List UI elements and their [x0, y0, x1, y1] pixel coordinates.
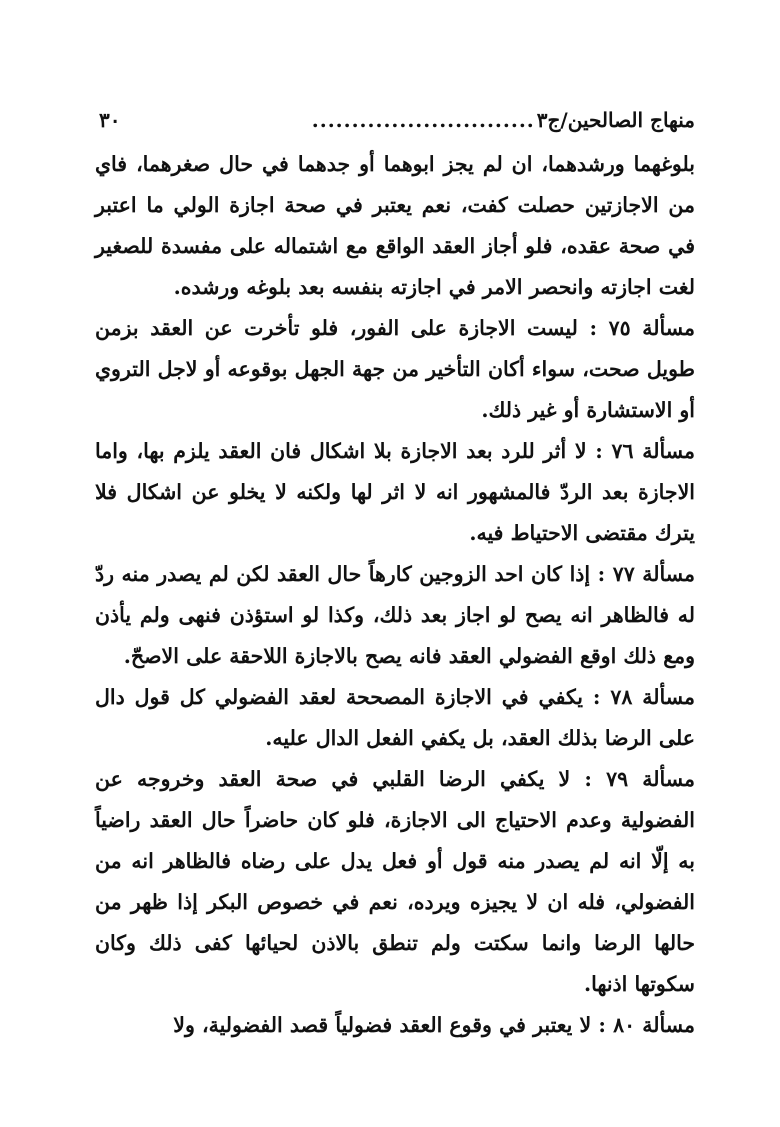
masala-label: مسألة ٧٧ :: [597, 562, 695, 586]
masala-label: مسألة ٨٠ :: [598, 1013, 695, 1037]
masala-77: [95, 554, 695, 677]
running-header: [95, 108, 695, 144]
paragraph-text: لا أثر للرد بعد الاجازة بلا اشكال فان العقد يلزم بها، واما الاجازة بعد الردّ فالمشهور انه لا اثر لها ولكنه لا يخلو عن اشكال فلا يترك مقتضى الاحتياط فيه.: [95, 439, 695, 545]
masala-79: [95, 759, 695, 1005]
paragraph-text: ليست الاجازة على الفور، فلو تأخرت عن العقد بزمن طويل صحت، سواء أكان التأخير من جهة الجهل بوقوعه أو لاجل التروي أو الاستشارة أو غير ذلك.: [95, 316, 695, 422]
masala-75: [95, 308, 695, 431]
paragraph-text: لا يكفي الرضا القلبي في صحة العقد وخروجه عن الفضولية وعدم الاحتياج الى الاجازة، فلو كان حاضراً حال العقد راضياً به إلّا انه لم يصدر منه قول أو فعل يدل على رضاه فالظاهر انه من الفضولي، فله ان لا يجيزه ويرده، نعم في خصوص البكر إذا ظهر من حالها الرضا وانما سكتت ولم تنطق بالاذن لحيائها كفى ذلك وكان سكوتها اذنها.: [95, 767, 695, 996]
masala-78: [95, 677, 695, 759]
masala-label: مسألة ٧٨ :: [592, 685, 695, 709]
page-number: ٣٠: [99, 108, 121, 132]
paragraph-text: يكفي في الاجازة المصححة لعقد الفضولي كل قول دال على الرضا بذلك العقد، بل يكفي الفعل الدال عليه.: [95, 685, 695, 750]
masala-label: مسألة ٧٦ :: [595, 439, 695, 463]
paragraph-text: لا يعتبر في وقوع العقد فضولياً قصد الفضولية، ولا: [173, 1013, 592, 1037]
masala-label: مسألة ٧٥ :: [589, 316, 695, 340]
paragraph-text: بلوغهما ورشدهما، ان لم يجز ابوهما أو جدهما في حال صغرهما، فاي من الاجازتين حصلت كفت، نعم يعتبر في صحة اجازة الولي ما اعتبر في صحة عقده، فلو أجاز العقد الواقع مع اشتماله على مفسدة للصغير لغت اجازته وانحصر الامر في اجازته بنفسه بعد بلوغه ورشده.: [95, 152, 695, 299]
paragraph-text: إذا كان احد الزوجين كارهاً حال العقد لكن لم يصدر منه ردّ له فالظاهر انه يصح لو اجاز بعد ذلك، وكذا لو استؤذن فنهى ولم يأذن ومع ذلك اوقع الفضولي العقد فانه يصح بالاجازة اللاحقة على الاصحّ.: [95, 562, 695, 668]
header-dot-leader: ............................: [311, 108, 535, 132]
masala-76: [95, 431, 695, 554]
header-title: منهاج الصالحين/ج٣: [536, 108, 695, 132]
masala-label: مسألة ٧٩ :: [584, 767, 696, 791]
body-text: [95, 144, 695, 1046]
masala-80: [95, 1005, 695, 1046]
paragraph-continuation: [95, 144, 695, 308]
book-page: [95, 108, 695, 1046]
